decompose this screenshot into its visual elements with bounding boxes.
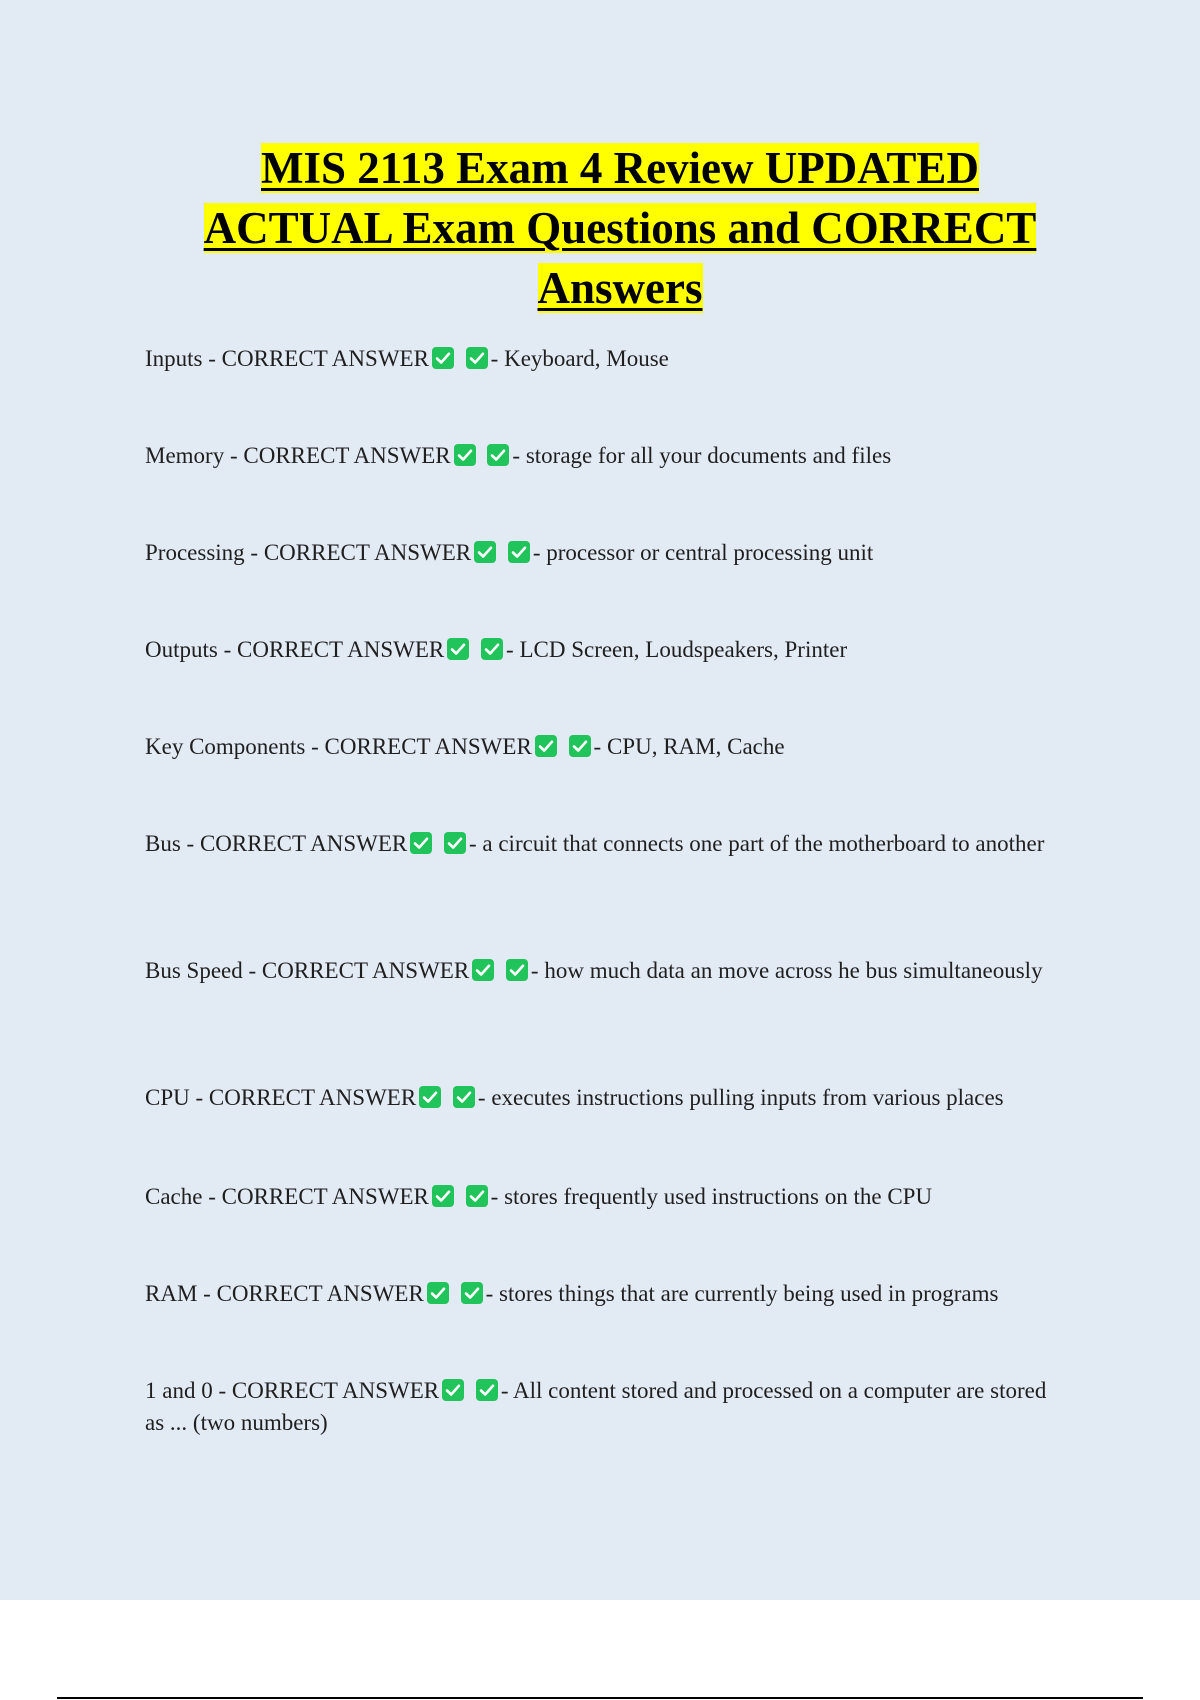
qa-item: Inputs - CORRECT ANSWER - Keyboard, Mouse [145, 346, 669, 371]
check-mark-icon [476, 1379, 498, 1401]
qa-item: Cache - CORRECT ANSWER - stores frequently used instructions on the CPU [145, 1184, 933, 1209]
check-mark-icon [474, 541, 496, 563]
qa-definition: how much data an move across he bus simultaneously [544, 958, 1043, 983]
qa-definition: LCD Screen, Loudspeakers, Printer [519, 637, 848, 662]
qa-term: Cache [145, 1184, 203, 1209]
check-mark-icon [442, 1379, 464, 1401]
qa-answer-label: CORRECT ANSWER [208, 1085, 417, 1110]
title-line-2: ACTUAL Exam Questions and CORRECT [203, 203, 1037, 253]
check-mark-icon [481, 638, 503, 660]
check-mark-icon [419, 1086, 441, 1108]
qa-term: CPU [145, 1085, 190, 1110]
qa-answer-label: CORRECT ANSWER [237, 637, 445, 662]
qa-answer-label: CORRECT ANSWER [243, 443, 451, 468]
qa-term: Outputs [145, 637, 218, 662]
qa-item: CPU - CORRECT ANSWER - executes instructions pulling inputs from various places [145, 1085, 1004, 1110]
qa-answer-label: CORRECT ANSWER [199, 831, 408, 856]
document-title [120, 138, 1120, 318]
qa-definition: a circuit that connects one part of the motherboard to another [482, 831, 1045, 856]
qa-term: RAM [145, 1281, 198, 1306]
qa-answer-label: CORRECT ANSWER [221, 346, 429, 371]
qa-term: Inputs [145, 346, 203, 371]
check-mark-icon [432, 347, 454, 369]
qa-answer-label: CORRECT ANSWER [221, 1184, 429, 1209]
qa-definition: Keyboard, Mouse [504, 346, 669, 371]
qa-answer-label: CORRECT ANSWER [261, 958, 470, 983]
check-mark-icon [472, 959, 494, 981]
footer-rule [57, 1697, 1143, 1699]
qa-definition: stores things that are currently being used in programs [499, 1281, 999, 1306]
check-mark-icon [466, 1185, 488, 1207]
check-mark-icon [508, 541, 530, 563]
qa-answer-label: CORRECT ANSWER [263, 540, 472, 565]
qa-item: Bus Speed - CORRECT ANSWER - how much data an move across he bus simultaneously [145, 958, 1043, 983]
qa-definition: stores frequently used instructions on the CPU [504, 1184, 933, 1209]
check-mark-icon [487, 444, 509, 466]
check-mark-icon [454, 444, 476, 466]
qa-term: 1 and 0 [145, 1378, 213, 1403]
qa-answer-label: CORRECT ANSWER [231, 1378, 440, 1403]
qa-item: Memory - CORRECT ANSWER - storage for all your documents and files [145, 443, 892, 468]
check-mark-icon [506, 959, 528, 981]
check-mark-icon [466, 347, 488, 369]
qa-term: Processing [145, 540, 245, 565]
check-mark-icon [535, 735, 557, 757]
qa-item: Key Components - CORRECT ANSWER - CPU, RAM, Cache [145, 734, 785, 759]
qa-item: 1 and 0 - CORRECT ANSWER - All content stored and processed on a computer are stored as ... (two numbers) [145, 1378, 1047, 1435]
title-line-1: MIS 2113 Exam 4 Review UPDATED [261, 143, 979, 193]
qa-definition: CPU, RAM, Cache [606, 734, 785, 759]
qa-definition: executes instructions pulling inputs from various places [491, 1085, 1004, 1110]
qa-term: Bus Speed [145, 958, 243, 983]
qa-term: Memory [145, 443, 225, 468]
title-line-3: Answers [537, 263, 703, 313]
check-mark-icon [447, 638, 469, 660]
qa-definition: processor or central processing unit [546, 540, 874, 565]
qa-item: RAM - CORRECT ANSWER - stores things that are currently being used in programs [145, 1281, 999, 1306]
qa-answer-label: CORRECT ANSWER [216, 1281, 424, 1306]
qa-definition: storage for all your documents and files [525, 443, 892, 468]
check-mark-icon [410, 832, 432, 854]
check-mark-icon [444, 832, 466, 854]
qa-definition: All content stored and processed on a computer are stored as ... (two numbers) [145, 1378, 1047, 1435]
qa-term: Key Components [145, 734, 306, 759]
qa-item: Processing - CORRECT ANSWER - processor or central processing unit [145, 540, 874, 565]
qa-item: Bus - CORRECT ANSWER - a circuit that connects one part of the motherboard to another [145, 831, 1045, 856]
qa-term: Bus [145, 831, 181, 856]
check-mark-icon [453, 1086, 475, 1108]
check-mark-icon [461, 1282, 483, 1304]
check-mark-icon [427, 1282, 449, 1304]
check-mark-icon [432, 1185, 454, 1207]
check-mark-icon [569, 735, 591, 757]
qa-answer-label: CORRECT ANSWER [324, 734, 532, 759]
qa-item: Outputs - CORRECT ANSWER - LCD Screen, Loudspeakers, Printer [145, 637, 848, 662]
